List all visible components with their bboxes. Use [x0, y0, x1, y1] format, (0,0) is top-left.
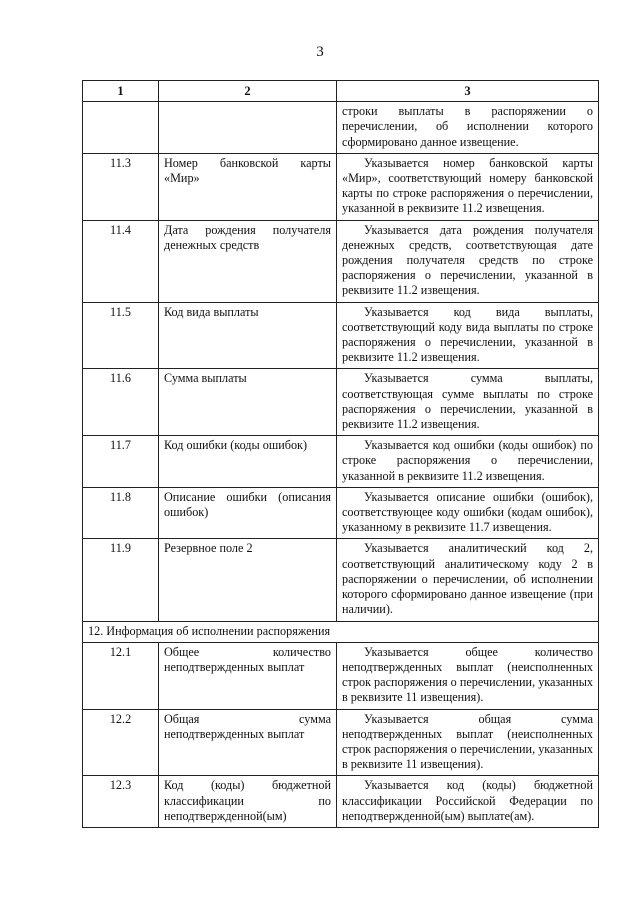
- requisite-description: Указывается общая сумма неподтвержденных выплат (неисполненных строк распоряжения о перечислении, указанных в реквизите 11 извещения).: [337, 709, 599, 776]
- column-header-3: 3: [337, 81, 599, 102]
- requisite-description: Указывается код вида выплаты, соответствующий коду вида выплаты по строке распоряжения о перечислении, указанной в реквизите 11.2 извещения.: [337, 302, 599, 369]
- requisite-number: 11.3: [83, 153, 159, 220]
- requisite-number: 12.3: [83, 776, 159, 828]
- table-row: [83, 302, 599, 369]
- table-row: [83, 709, 599, 776]
- section-header-row: [83, 621, 599, 642]
- requisite-number: 11.5: [83, 302, 159, 369]
- table-row: [83, 153, 599, 220]
- requisite-description: Указывается общее количество неподтвержденных выплат (неисполненных строк распоряжения о перечислении, указанных в реквизите 11 извещения).: [337, 642, 599, 709]
- requisite-number: 11.4: [83, 220, 159, 302]
- requisite-name: Описание ошибки (описания ошибок): [159, 487, 337, 539]
- empty-cell: [159, 102, 337, 154]
- requisite-name: Код ошибки (коды ошибок): [159, 436, 337, 488]
- section-title: 12. Информация об исполнении распоряжения: [83, 621, 599, 642]
- requisite-name: Код вида выплаты: [159, 302, 337, 369]
- requisite-description: Указывается дата рождения получателя денежных средств, соответствующая дате рождения получателя средств по строке распоряжения о перечислении, указанной в реквизите 11.2 извещения.: [337, 220, 599, 302]
- table-row: [83, 369, 599, 436]
- table-row: [83, 436, 599, 488]
- requisites-table: [82, 80, 599, 828]
- table-row: [83, 776, 599, 828]
- requisite-description: Указывается описание ошибки (ошибок), соответствующее коду ошибки (кодам ошибок), указанному в реквизите 11.7 извещения.: [337, 487, 599, 539]
- table-row: [83, 539, 599, 621]
- requisite-description: Указывается код ошибки (коды ошибок) по строке распоряжения о перечислении, указанной в реквизите 11.2 извещения.: [337, 436, 599, 488]
- table-row: [83, 487, 599, 539]
- table-row: [83, 642, 599, 709]
- requisite-name: Сумма выплаты: [159, 369, 337, 436]
- column-header-2: 2: [159, 81, 337, 102]
- requisite-description: Указывается аналитический код 2, соответствующий аналитическому коду 2 в распоряжении о перечислении, об исполнении которого сформировано данное извещение (при наличии).: [337, 539, 599, 621]
- requisite-number: 11.6: [83, 369, 159, 436]
- requisite-description: Указывается код (коды) бюджетной классификации Российской Федерации по неподтвержденной(ым) выплате(ам).: [337, 776, 599, 828]
- requisite-name: Номер банковской карты «Мир»: [159, 153, 337, 220]
- requisite-name: Общее количество неподтвержденных выплат: [159, 642, 337, 709]
- requisite-name: Общая сумма неподтвержденных выплат: [159, 709, 337, 776]
- empty-cell: [83, 102, 159, 154]
- requisite-number: 11.9: [83, 539, 159, 621]
- requisite-description: Указывается номер банковской карты «Мир», соответствующий номеру банковской карты по строке распоряжения о перечислении, указанной в реквизите 11.2 извещения.: [337, 153, 599, 220]
- requisite-name: Код (коды) бюджетной классификации по неподтвержденной(ым): [159, 776, 337, 828]
- column-header-1: 1: [83, 81, 159, 102]
- page-number: 3: [316, 44, 324, 60]
- requisite-name: Резервное поле 2: [159, 539, 337, 621]
- table-row-continuation: [83, 102, 599, 154]
- requisite-number: 11.8: [83, 487, 159, 539]
- table-header-row: [83, 81, 599, 102]
- continuation-description: строки выплаты в распоряжении о перечислении, об исполнении которого сформировано данное извещение.: [337, 102, 599, 154]
- table-row: [83, 220, 599, 302]
- requisite-name: Дата рождения получателя денежных средств: [159, 220, 337, 302]
- requisite-number: 12.1: [83, 642, 159, 709]
- requisite-number: 12.2: [83, 709, 159, 776]
- requisite-number: 11.7: [83, 436, 159, 488]
- requisite-description: Указывается сумма выплаты, соответствующая сумме выплаты по строке распоряжения о перечислении, указанной в реквизите 11.2 извещения.: [337, 369, 599, 436]
